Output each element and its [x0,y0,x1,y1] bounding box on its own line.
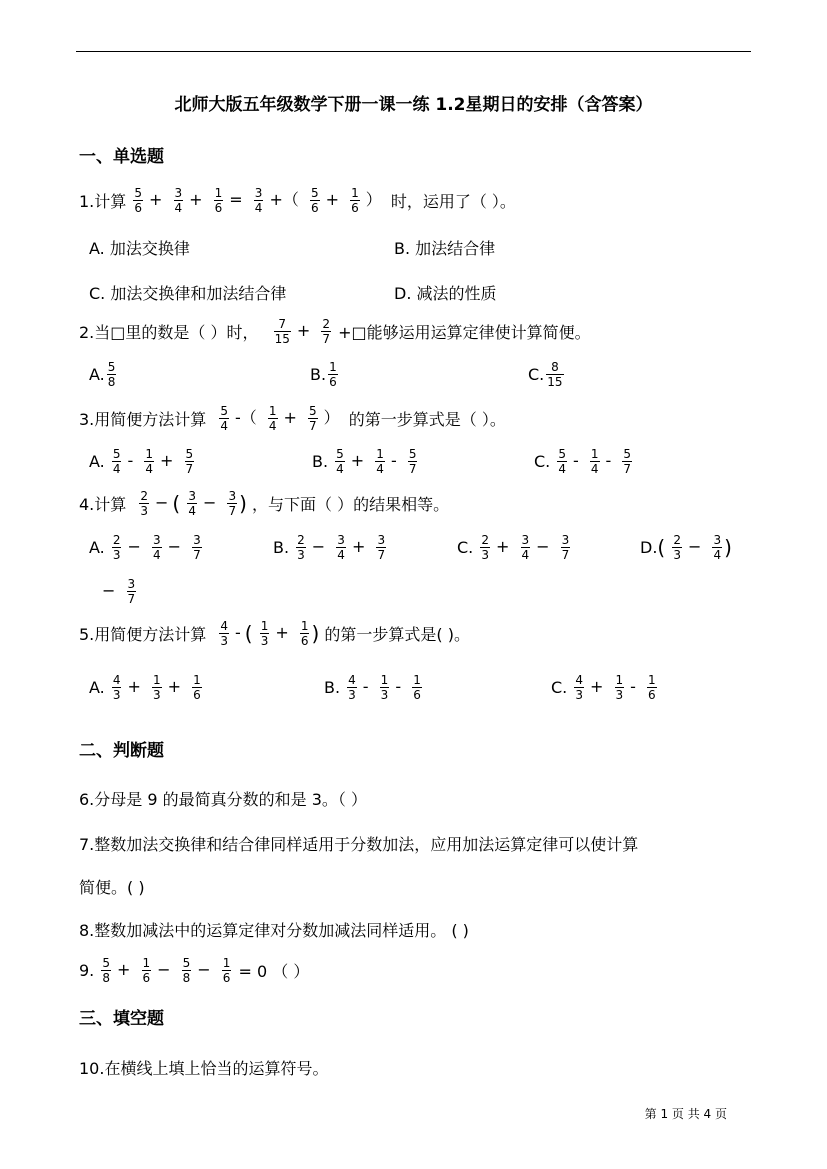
q5-option-c[interactable]: C. $\frac{4}{3}$ + $\frac{1}{3}$ - $\frac{1}{6}$ [551,673,656,702]
question-7-line1: 7.整数加法交换律和结合律同样适用于分数加法，应用加法运算定律可以使计算 [79,835,639,854]
q4-option-a[interactable]: A. $\frac{2}{3}$ − $\frac{3}{4}$ − $\frac{3}{7}$ [89,533,201,562]
question-8: 8.整数加减法中的运算定律对分数加减法同样适用。 ( ) [79,921,469,940]
q2-option-a[interactable]: A. $\frac{5}{8}$ [89,360,116,389]
q5-option-b[interactable]: B. $\frac{4}{3}$ - $\frac{1}{3}$ - $\frac{1}{6}$ [324,673,421,702]
q4-option-d[interactable]: D.( $\frac{2}{3}$ − $\frac{3}{4}$ ) [640,533,732,562]
question-9: 9. $\frac{5}{8}$ + $\frac{1}{6}$ − $\frac{5}{8}$ − $\frac{1}{6}$ = 0 （ ） [79,956,310,985]
question-10: 10.在横线上填上恰当的运算符号。 [79,1059,329,1078]
section-true-false: 二、判断题 [79,741,164,761]
q1-option-b[interactable]: B. 加法结合律 [394,239,496,258]
q5-option-a[interactable]: A. $\frac{4}{3}$ + $\frac{1}{3}$ + $\frac{1}{6}$ [89,673,201,702]
q2-option-c[interactable]: C. $\frac{8}{15}$ [528,360,563,389]
question-5: 5.用简便方法计算 $\frac{4}{3}$ - ( $\frac{1}{3}$ + $\frac{1}{6}$ ) 的第一步算式是( )。 [79,619,470,648]
question-2: 2.当□里的数是（ ）时， $\frac{7}{15}$ + $\frac{2}{7}$ +□能够运用运算定律使计算简便。 [79,317,591,346]
q3-option-a[interactable]: A. $\frac{5}{4}$ - $\frac{1}{4}$ + $\frac{5}{7}$ [89,447,194,476]
q1-option-a[interactable]: A. 加法交换律 [89,239,190,258]
header-rule [76,51,751,52]
section-fill-blank: 三、填空题 [79,1009,164,1029]
q4-option-c[interactable]: C. $\frac{2}{3}$ + $\frac{3}{4}$ − $\frac{3}{7}$ [457,533,570,562]
q3-option-c[interactable]: C. $\frac{5}{4}$ - $\frac{1}{4}$ - $\frac{5}{7}$ [534,447,632,476]
q1-option-d[interactable]: D. 减法的性质 [394,284,497,303]
q1-option-c[interactable]: C. 加法交换律和加法结合律 [89,284,287,303]
question-3: 3.用简便方法计算 $\frac{5}{4}$ -（ $\frac{1}{4}$ + $\frac{5}{7}$ ） 的第一步算式是（ ）。 [79,404,506,433]
q2-option-b[interactable]: B. $\frac{1}{6}$ [310,360,337,389]
section-single-choice: 一、单选题 [79,147,164,167]
page-footer: 第 1 页 共 4 页 [644,1107,727,1121]
q4-option-b[interactable]: B. $\frac{2}{3}$ − $\frac{3}{4}$ + $\frac{3}{7}$ [273,533,386,562]
question-4: 4.计算 $\frac{2}{3}$ − ( $\frac{3}{4}$ − $\frac{3}{7}$ ) ，与下面（ ）的结果相等。 [79,489,450,518]
question-1: 1.计算 $\frac{5}{6}$ + $\frac{3}{4}$ + $\frac{1}{6}$ = $\frac{3}{4}$ +（ $\frac{5}{6}$ + $\frac{1}{6}$ ） 时，运用了（ ）。 [79,186,516,215]
q4-option-d-cont: − $\frac{3}{7}$ [102,577,136,606]
question-7-line2: 简便。( ) [79,878,145,897]
page-title: 北师大版五年级数学下册一课一练 1.2星期日的安排（含答案） [174,95,653,115]
q3-option-b[interactable]: B. $\frac{5}{4}$ + $\frac{1}{4}$ - $\frac{5}{7}$ [312,447,417,476]
question-6: 6.分母是 9 的最简真分数的和是 3。（ ） [79,790,367,809]
